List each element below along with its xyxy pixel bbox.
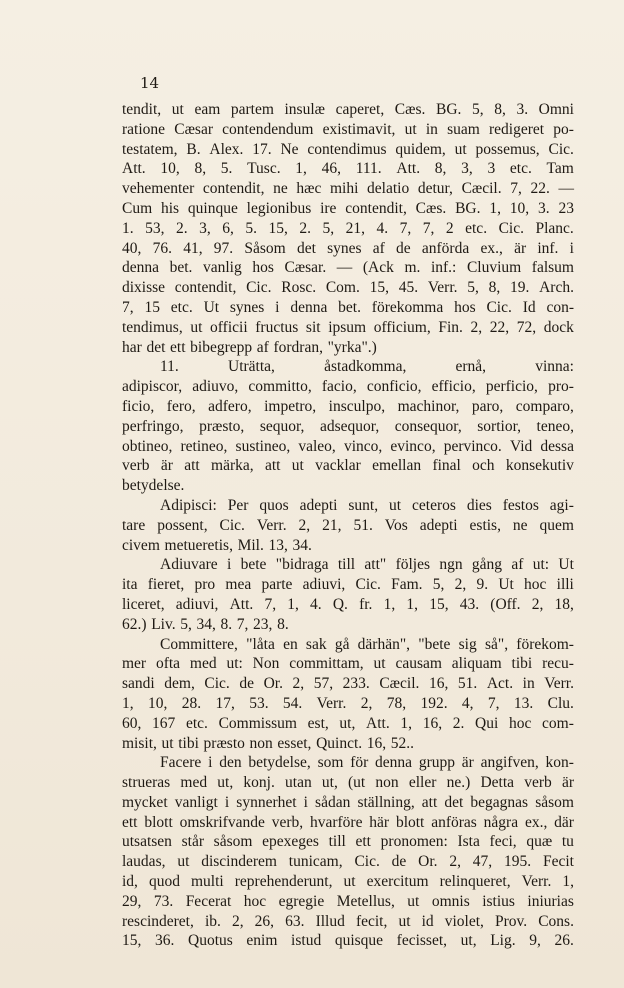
text-line: sandi dem, Cic. de Or. 2, 57, 233. Cæcil. 16, 51. Act. in Verr. <box>122 675 574 693</box>
text-line: har det ett bibegrepp af fordran, "yrka".) <box>122 338 377 356</box>
text-line: 40, 76. 41, 97. Såsom det synes af de anförda ex., är inf. i <box>122 239 574 257</box>
text-line: 7, 15 etc. Ut synes i denna bet. förekomma hos Cic. Id con- <box>122 298 574 316</box>
text-line: 15, 36. Quotus enim istud quisque fecisset, ut, Lig. 9, 26. <box>122 932 574 950</box>
text-line: Facere i den betydelse, som för denna grupp är angifven, kon- <box>160 754 574 772</box>
text-line: 1, 10, 28. 17, 53. 54. Verr. 2, 78, 192. 4, 7, 13. Clu. <box>122 694 574 712</box>
text-line: 62.) Liv. 5, 34, 8. 7, 23, 8. <box>122 615 289 633</box>
text-line: Att. 10, 8, 5. Tusc. 1, 46, 111. Att. 8, 3, 3 etc. Tam <box>122 160 574 178</box>
text-line: denna bet. vanlig hos Cæsar. — (Ack m. inf.: Cluvium falsum <box>122 259 574 277</box>
text-line: strueras med ut, konj. utan ut, (ut non eller ne.) Detta verb är <box>122 774 574 792</box>
text-line: 1. 53, 2. 3, 6, 5. 15, 2. 5, 21, 4. 7, 7, 2 etc. Cic. Planc. <box>122 219 574 237</box>
text-line: liceret, adiuvi, Att. 7, 1, 4. Q. fr. 1, 1, 15, 43. (Off. 2, 18, <box>122 595 574 613</box>
text-line: tendimus, ut officii fructus sit ipsum officium, Fin. 2, 22, 72, dock <box>122 318 574 336</box>
text-line: obtineo, retineo, sustineo, valeo, vinco, evinco, pervinco. Vid dessa <box>122 437 574 455</box>
text-line: ett blott omskrifvande verb, hvarföre här blott anföras några ex., där <box>122 813 574 831</box>
text-line: ratione Cæsar contendendum existimavit, ut in suam redigeret po- <box>122 120 574 138</box>
text-line: betydelse. <box>122 477 185 495</box>
text-line: ita fieret, pro mea parte adiuvi, Cic. Fam. 5, 2, 9. Ut hoc illi <box>122 576 574 594</box>
text-line: perfringo, præsto, sequor, adsequor, consequor, sortior, teneo, <box>122 417 574 435</box>
text-line: mycket vanligt i synnerhet i sådan ställning, att det begagnas såsom <box>122 793 574 811</box>
text-line: laudas, ut discinderem tunicam, Cic. de Or. 2, 47, 195. Fecit <box>122 853 574 871</box>
text-line: dixisse contendit, Cic. Rosc. Com. 15, 45. Verr. 5, 8, 19. Arch. <box>122 279 574 297</box>
text-line: ficio, fero, adfero, impetro, insculpo, machinor, paro, comparo, <box>122 397 574 415</box>
text-line: adipiscor, adiuvo, committo, facio, conficio, efficio, perficio, pro- <box>122 378 574 396</box>
text-line: utsatsen står såsom epexeges till ett pronomen: Ista feci, quæ tu <box>122 833 574 851</box>
text-line: rescinderet, ib. 2, 26, 63. Illud fecit, ut id violet, Prov. Cons. <box>122 912 574 930</box>
text-line: Adipisci: Per quos adepti sunt, ut ceteros dies festos agi- <box>160 496 574 514</box>
text-line: Cum his quinque legionibus ire contendit, Cæs. BG. 1, 10, 3. 23 <box>122 199 574 217</box>
text-line: mer ofta med ut: Non committam, ut causam aliquam tibi recu- <box>122 655 574 673</box>
text-line: 60, 167 etc. Commissum est, ut, Att. 1, 16, 2. Qui hoc com- <box>122 714 574 732</box>
text-line: misit, ut tibi præsto non esset, Quinct. 16, 52.. <box>122 734 415 752</box>
text-line: civem metueretis, Mil. 13, 34. <box>122 536 312 554</box>
body-text <box>122 100 574 951</box>
text-line: 11. Uträtta, åstadkomma, ernå, vinna: <box>160 358 574 376</box>
text-line: Committere, "låta en sak gå därhän", "bete sig så", förekom- <box>160 635 574 653</box>
text-line: testatem, B. Alex. 17. Ne contendimus quidem, ut possemus, Cic. <box>122 140 574 158</box>
text-line: 29, 73. Fecerat hoc egregie Metellus, ut omnis istius iniurias <box>122 892 574 910</box>
text-line: vehementer contendit, ne hæc mihi delatio detur, Cæcil. 7, 22. — <box>122 180 574 198</box>
text-line: verb är att märka, att ut vacklar emellan final och konsekutiv <box>122 457 574 475</box>
text-line: id, quod multi reprehenderunt, ut exercitum relinqueret, Verr. 1, <box>122 873 574 891</box>
text-line: tendit, ut eam partem insulæ caperet, Cæs. BG. 5, 8, 3. Omni <box>122 101 574 118</box>
text-line: Adiuvare i bete "bidraga till att" följes ngn gång af ut: Ut <box>160 556 574 574</box>
page-number: 14 <box>140 74 160 92</box>
text-line: tare possent, Cic. Verr. 2, 21, 51. Vos adepti estis, ne quem <box>122 516 574 534</box>
